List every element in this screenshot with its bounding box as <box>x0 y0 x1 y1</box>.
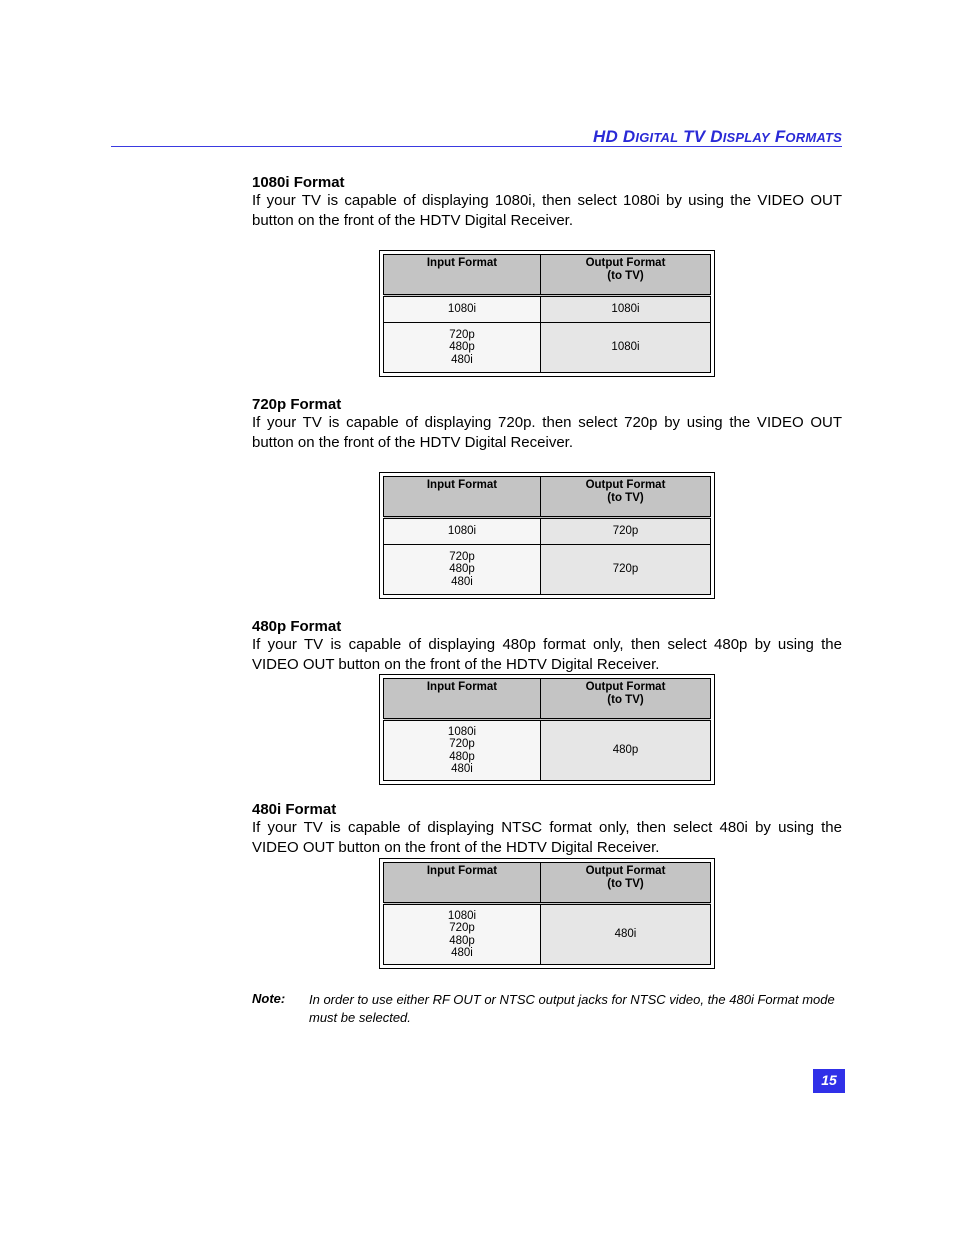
running-header <box>593 127 842 147</box>
table-cell-input: 1080i 720p 480p 480i <box>384 720 541 781</box>
table-cell-output: 1080i <box>541 296 711 323</box>
table-header-output: Output Format (to TV) <box>541 679 711 720</box>
table-cell-input: 1080i <box>384 296 541 323</box>
section-body-480p: If your TV is capable of displaying 480p format only, then select 480p by using the VIDEO OUT button on the front of the HDTV Digital Receiver. <box>252 636 842 673</box>
table-header-output: Output Format (to TV) <box>541 863 711 904</box>
table-cell-output: 720p <box>541 518 711 545</box>
section-body-480i: If your TV is capable of displaying NTSC format only, then select 480i by using the VIDEO OUT button on the front of the HDTV Digital Receiver. <box>252 819 842 856</box>
format-table-720p <box>379 472 715 599</box>
section-title-480p: 480p Format <box>252 618 342 635</box>
table-cell-input: 720p 480p 480i <box>384 545 541 595</box>
table-header-input: Input Format <box>384 255 541 296</box>
table-cell-input: 720p 480p 480i <box>384 323 541 373</box>
table-header-output: Output Format (to TV) <box>541 477 711 518</box>
header-title-part: HD D <box>593 127 636 146</box>
header-title-part: F <box>769 127 786 146</box>
note-label: Note: <box>252 991 286 1006</box>
table-cell-output: 720p <box>541 545 711 595</box>
table-cell-input: 1080i 720p 480p 480i <box>384 904 541 965</box>
table-cell-output: 1080i <box>541 323 711 373</box>
section-body-720p: If your TV is capable of displaying 720p. then select 720p by using the VIDEO OUT button on the front of the HDTV Digital Receiver. <box>252 414 842 451</box>
format-table-480p <box>379 674 715 785</box>
table-header-input: Input Format <box>384 477 541 518</box>
header-rule <box>111 146 842 147</box>
table-cell-output: 480i <box>541 904 711 965</box>
table-cell-input: 1080i <box>384 518 541 545</box>
format-table-1080i <box>379 250 715 377</box>
section-title-720p: 720p Format <box>252 396 342 413</box>
section-body-1080i: If your TV is capable of displaying 1080i, then select 1080i by using the VIDEO OUT button on the front of the HDTV Digital Receiver. <box>252 192 842 229</box>
header-title-part: TV D <box>678 127 723 146</box>
format-table-480i <box>379 858 715 969</box>
table-header-input: Input Format <box>384 863 541 904</box>
header-title-part: ISPLAY <box>722 130 770 145</box>
section-title-1080i: 1080i Format <box>252 174 345 191</box>
header-title-part: IGITAL <box>635 130 679 145</box>
page-number: 15 <box>813 1069 845 1093</box>
section-title-480i: 480i Format <box>252 801 337 818</box>
table-header-output: Output Format (to TV) <box>541 255 711 296</box>
note-text: In order to use either RF OUT or NTSC output jacks for NTSC video, the 480i Format mode must be selected. <box>309 992 835 1025</box>
header-title-part: ORMATS <box>785 130 842 145</box>
table-cell-output: 480p <box>541 720 711 781</box>
table-header-input: Input Format <box>384 679 541 720</box>
